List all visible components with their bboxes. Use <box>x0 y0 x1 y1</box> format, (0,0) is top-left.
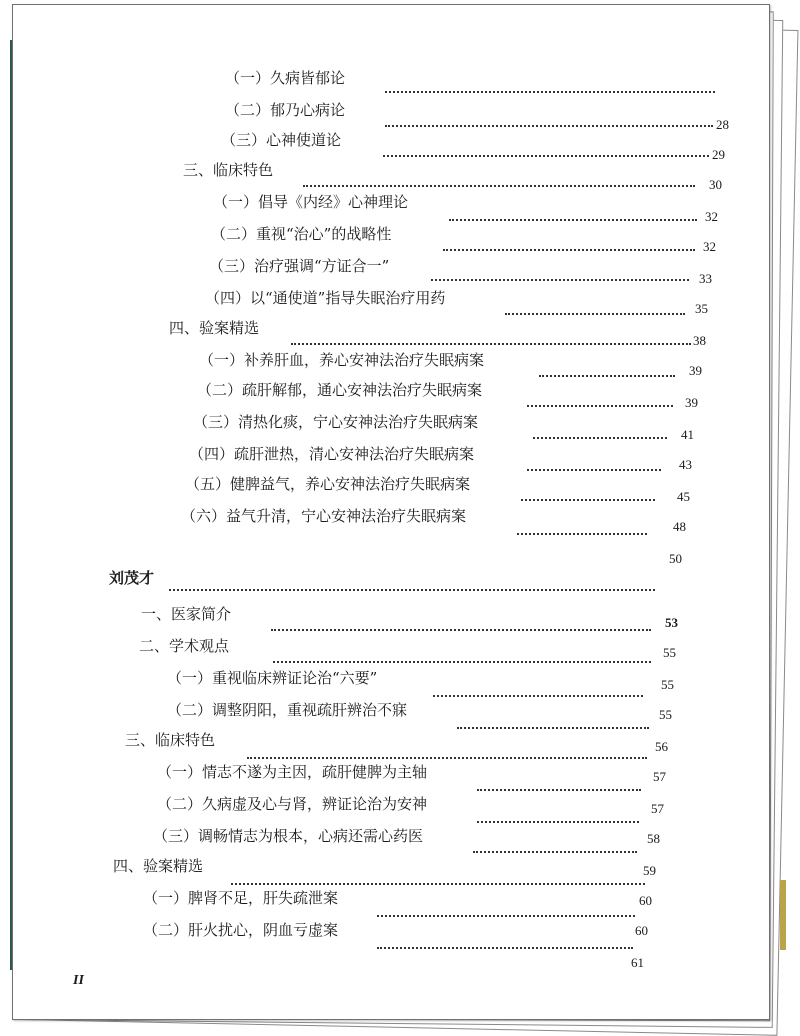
toc-leader-dots <box>377 933 633 949</box>
toc-leader-dots <box>521 485 655 501</box>
toc-leader-dots <box>433 681 643 697</box>
toc-page-number: 29 <box>712 147 725 162</box>
toc-entry-label: （一）倡导《内经》心神理论 <box>213 193 409 211</box>
toc-page-number: 60 <box>635 923 648 938</box>
toc-leader-dots <box>505 299 685 315</box>
toc-entry-label: （二）调整阴阳，重视疏肝辨治不寐 <box>167 701 408 719</box>
toc-leader-dots <box>377 901 635 917</box>
toc-page-number: 43 <box>679 457 692 472</box>
toc-page-number: 53 <box>665 615 678 630</box>
toc-leader-dots <box>247 743 647 759</box>
toc-leader-dots <box>533 423 667 439</box>
toc-entry-label: （二）肝火扰心，阴血亏虚案 <box>143 921 339 939</box>
toc-leader-dots <box>273 647 651 663</box>
toc-entry-label: （五）健脾益气，养心安神法治疗失眠病案 <box>185 475 471 493</box>
toc-leader-dots <box>477 807 639 823</box>
toc-entry-label: 三、临床特色 <box>183 161 274 179</box>
toc-page-number: 56 <box>655 739 668 754</box>
toc-author-label: 刘茂才 <box>109 569 155 587</box>
toc-entry-label: （六）益气升清，宁心安神法治疗失眠病案 <box>181 507 467 525</box>
toc-entry-label: （二）重视“治心”的战略性 <box>211 225 392 243</box>
toc-entry-label: （一）久病皆郁论 <box>225 69 346 87</box>
toc-page-number: 32 <box>703 239 716 254</box>
toc-page-number: 50 <box>669 551 682 566</box>
toc-leader-dots <box>539 361 675 377</box>
toc-page-number: 45 <box>677 489 690 504</box>
toc-leader-dots <box>527 391 673 407</box>
toc-entry-label: （一）脾肾不足，肝失疏泄案 <box>143 889 339 907</box>
toc-entry-label: （一）补养肝血，养心安神法治疗失眠病案 <box>199 351 485 369</box>
toc-page-number: 55 <box>659 707 672 722</box>
page-folio: II <box>73 973 84 988</box>
toc-leader-dots <box>457 713 649 729</box>
toc-entry-label: （三）治疗强调“方证合一” <box>209 257 390 275</box>
toc-page-number: 41 <box>681 427 694 442</box>
toc-page-number: 60 <box>639 893 652 908</box>
toc-leader-dots <box>385 77 715 93</box>
toc-page-number: 32 <box>705 209 718 224</box>
toc-leader-dots <box>477 775 641 791</box>
toc-page-number: 33 <box>699 271 712 286</box>
toc-leader-dots <box>473 837 637 853</box>
toc-page-number: 57 <box>653 769 666 784</box>
toc-entry-label: （三）心神使道论 <box>221 131 342 149</box>
toc-page-number: 59 <box>643 863 656 878</box>
toc-leader-dots <box>385 111 713 127</box>
toc-entry-label: 二、学术观点 <box>139 637 230 655</box>
toc-page-number: 58 <box>647 831 660 846</box>
toc-page-number: 48 <box>673 519 686 534</box>
toc-leader-dots <box>271 615 651 631</box>
toc-page-number: 38 <box>693 333 706 348</box>
toc-leader-dots <box>527 455 661 471</box>
toc-leader-dots <box>443 235 695 251</box>
toc-entry-label: （三）清热化痰，宁心安神法治疗失眠病案 <box>193 413 479 431</box>
toc-entry-label: （一）重视临床辨证论治“六要” <box>167 669 378 687</box>
toc-page-number: 55 <box>663 645 676 660</box>
toc-entry-label: 四、验案精选 <box>169 319 260 337</box>
toc-page <box>12 4 770 1020</box>
toc-entry-label: （二）疏肝解郁，通心安神法治疗失眠病案 <box>197 381 483 399</box>
toc-leader-dots <box>449 205 697 221</box>
toc-page-number: 39 <box>689 363 702 378</box>
toc-entry-label: 一、医家简介 <box>141 605 232 623</box>
toc-leader-dots <box>291 329 691 345</box>
toc-page-number: 55 <box>661 677 674 692</box>
toc-entry-label: （一）情志不遂为主因，疏肝健脾为主轴 <box>157 763 428 781</box>
book-edge-strip <box>780 880 786 950</box>
toc-page-number: 39 <box>685 395 698 410</box>
toc-entry-label: （四）疏肝泄热，清心安神法治疗失眠病案 <box>189 445 475 463</box>
toc-page-number: 28 <box>716 117 729 132</box>
toc-page-number: 35 <box>695 301 708 316</box>
toc-entry-label: 三、临床特色 <box>125 731 216 749</box>
toc-leader-dots <box>169 575 655 591</box>
toc-entry-label: （二）郁乃心病论 <box>225 101 346 119</box>
toc-entry-label: （四）以“通使道”指导失眠治疗用药 <box>205 289 446 307</box>
toc-leader-dots <box>231 869 645 885</box>
toc-page-number: 30 <box>709 177 722 192</box>
toc-leader-dots <box>517 519 647 535</box>
toc-leader-dots <box>303 171 695 187</box>
toc-leader-dots <box>431 265 689 281</box>
toc-entry-label: （二）久病虚及心与肾，辨证论治为安神 <box>157 795 428 813</box>
toc-page-number: 57 <box>651 801 664 816</box>
toc-leader-dots <box>383 141 709 157</box>
toc-page-number: 61 <box>631 955 644 970</box>
toc-entry-label: （三）调畅情志为根本，心病还需心药医 <box>153 827 424 845</box>
toc-entry-label: 四、验案精选 <box>113 857 204 875</box>
